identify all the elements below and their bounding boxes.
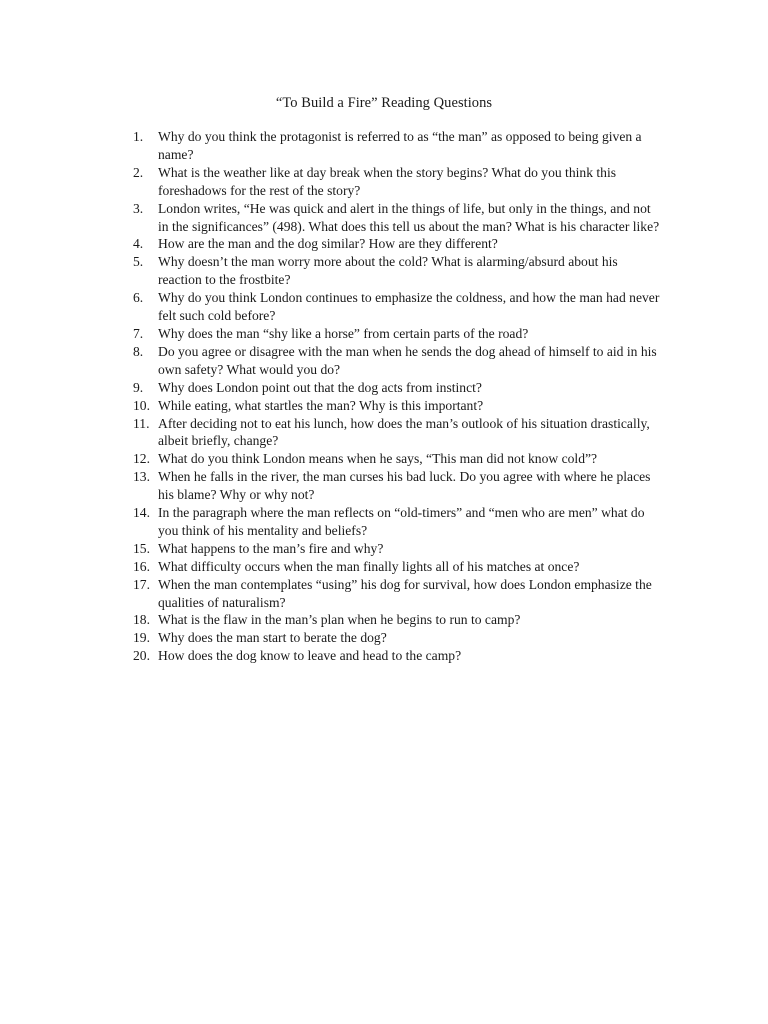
question-number: 5. xyxy=(133,254,144,270)
question-text: What happens to the man’s fire and why? xyxy=(158,540,384,556)
question-item xyxy=(133,164,663,200)
question-number: 2. xyxy=(133,164,144,180)
question-text: London writes, “He was quick and alert in the things of life, but only in the things, and not in the significances” (498). What does this tell us about the man? What is his character like? xyxy=(158,200,660,234)
question-number: 17. xyxy=(133,576,150,592)
question-text: Why does the man “shy like a horse” from certain parts of the road? xyxy=(158,325,529,341)
question-number: 14. xyxy=(133,505,150,521)
question-text: What is the weather like at day break when the story begins? What do you think this foreshadows for the rest of the story? xyxy=(158,164,617,198)
question-text: In the paragraph where the man reflects on “old-timers” and “men who are men” what do you think of his mentality and beliefs? xyxy=(158,505,645,538)
question-number: 7. xyxy=(133,325,144,341)
question-text: After deciding not to eat his lunch, how does the man’s outlook of his situation drastically, albeit briefly, change? xyxy=(158,415,650,449)
question-item xyxy=(133,611,663,629)
question-text: Why do you think London continues to emphasize the coldness, and how the man had never felt such cold before? xyxy=(158,290,660,324)
question-number: 12. xyxy=(133,451,150,467)
question-text: When he falls in the river, the man curses his bad luck. Do you agree with where he places his blame? Why or why not? xyxy=(158,469,651,503)
question-text: When the man contemplates “using” his dog for survival, how does London emphasize the qualities of naturalism? xyxy=(158,576,652,610)
question-item xyxy=(133,558,663,576)
question-number: 15. xyxy=(133,540,150,556)
question-number: 11. xyxy=(133,415,150,431)
question-text: What do you think London means when he says, “This man did not know cold”? xyxy=(158,451,598,467)
question-text: Why does London point out that the dog acts from instinct? xyxy=(158,379,482,395)
question-number: 1. xyxy=(133,129,144,144)
question-text: Why doesn’t the man worry more about the cold? What is alarming/absurd about his reaction to the frostbite? xyxy=(158,254,618,288)
question-item xyxy=(133,289,663,325)
question-item xyxy=(133,343,663,379)
question-text: How does the dog know to leave and head to the camp? xyxy=(158,648,462,664)
question-text: Do you agree or disagree with the man when he sends the dog ahead of himself to aid in his own safety? What would you do? xyxy=(158,343,657,377)
question-number: 19. xyxy=(133,630,150,646)
question-text: While eating, what startles the man? Why is this important? xyxy=(158,397,484,413)
question-item xyxy=(133,325,663,343)
question-item xyxy=(133,200,663,236)
question-number: 8. xyxy=(133,343,144,359)
question-number: 13. xyxy=(133,469,150,485)
question-item xyxy=(133,647,663,665)
question-item xyxy=(133,504,663,540)
question-number: 18. xyxy=(133,612,150,628)
question-item xyxy=(133,128,663,164)
question-text: What is the flaw in the man’s plan when he begins to run to camp? xyxy=(158,612,521,628)
question-number: 4. xyxy=(133,236,144,252)
question-item xyxy=(133,540,663,558)
question-item xyxy=(133,379,663,397)
question-number: 10. xyxy=(133,397,150,413)
question-number: 16. xyxy=(133,558,150,574)
question-number: 6. xyxy=(133,290,144,306)
question-item xyxy=(133,468,663,504)
document-title: “To Build a Fire” Reading Questions xyxy=(275,95,493,111)
question-number: 9. xyxy=(133,379,144,395)
question-item xyxy=(133,576,663,612)
question-item xyxy=(133,629,663,647)
question-text: Why does the man start to berate the dog? xyxy=(158,630,387,646)
question-list xyxy=(133,128,663,665)
question-item xyxy=(133,450,663,468)
question-item xyxy=(133,253,663,289)
question-item xyxy=(133,235,663,253)
question-number: 20. xyxy=(133,648,150,664)
question-text: Why do you think the protagonist is referred to as “the man” as opposed to being given a name? xyxy=(158,129,642,162)
question-item xyxy=(133,415,663,451)
question-text: How are the man and the dog similar? How are they different? xyxy=(158,236,498,252)
question-text: What difficulty occurs when the man finally lights all of his matches at once? xyxy=(158,558,580,574)
question-number: 3. xyxy=(133,200,144,216)
question-item xyxy=(133,397,663,415)
